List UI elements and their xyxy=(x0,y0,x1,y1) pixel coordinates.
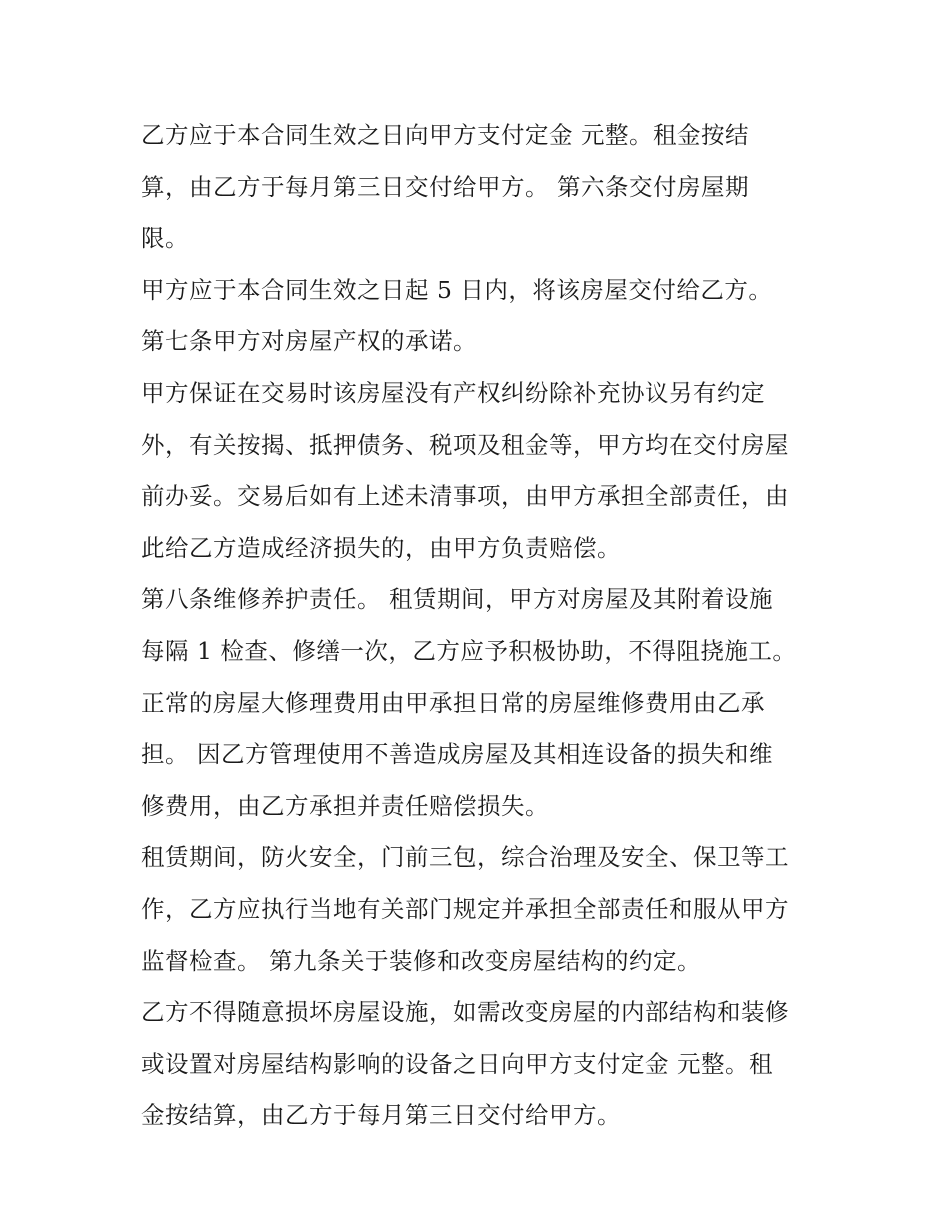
text-line: 金按结算，由乙方于每月第三日交付给甲方。 xyxy=(141,1101,621,1130)
text-line: 第八条维修养护责任。 租赁期间，甲方对房屋及其附着设施 xyxy=(141,585,773,614)
text-line: 正常的房屋大修理费用由甲承担日常的房屋维修费用由乙承 xyxy=(141,688,765,717)
text-line: 第七条甲方对房屋产权的承诺。 xyxy=(141,327,477,356)
text-line: 监督检查。 第九条关于装修和改变房屋结构的约定。 xyxy=(141,946,701,975)
text-line: 算，由乙方于每月第三日交付给甲方。 第六条交付房屋期 xyxy=(141,172,749,201)
text-line: 此给乙方造成经济损失的，由甲方负责赔偿。 xyxy=(141,533,621,562)
text-line: 甲方应于本合同生效之日起 5 日内，将该房屋交付给乙方。 xyxy=(141,275,773,304)
text-line: 或设置对房屋结构影响的设备之日向甲方支付定金 元整。租 xyxy=(141,1049,773,1078)
text-line: 乙方不得随意损坏房屋设施，如需改变房屋的内部结构和装修 xyxy=(141,998,789,1027)
text-line: 担。 因乙方管理使用不善造成房屋及其相连设备的损失和维 xyxy=(141,740,773,769)
text-line: 每隔 1 检查、修缮一次，乙方应予积极协助，不得阻挠施工。 xyxy=(141,636,797,665)
text-line: 修费用，由乙方承担并责任赔偿损失。 xyxy=(141,791,549,820)
text-line: 前办妥。交易后如有上述未清事项，由甲方承担全部责任，由 xyxy=(141,482,789,511)
text-line: 租赁期间，防火安全，门前三包，综合治理及安全、保卫等工 xyxy=(141,843,789,872)
text-line: 乙方应于本合同生效之日向甲方支付定金 元整。租金按结 xyxy=(141,121,749,149)
text-line: 限。 xyxy=(141,224,189,253)
text-line: 外，有关按揭、抵押债务、税项及租金等，甲方均在交付房屋 xyxy=(141,430,789,459)
text-line: 甲方保证在交易时该房屋没有产权纠纷除补充协议另有约定 xyxy=(141,378,765,407)
contract-text-body xyxy=(141,110,821,1142)
text-line: 作，乙方应执行当地有关部门规定并承担全部责任和服从甲方 xyxy=(141,894,789,923)
